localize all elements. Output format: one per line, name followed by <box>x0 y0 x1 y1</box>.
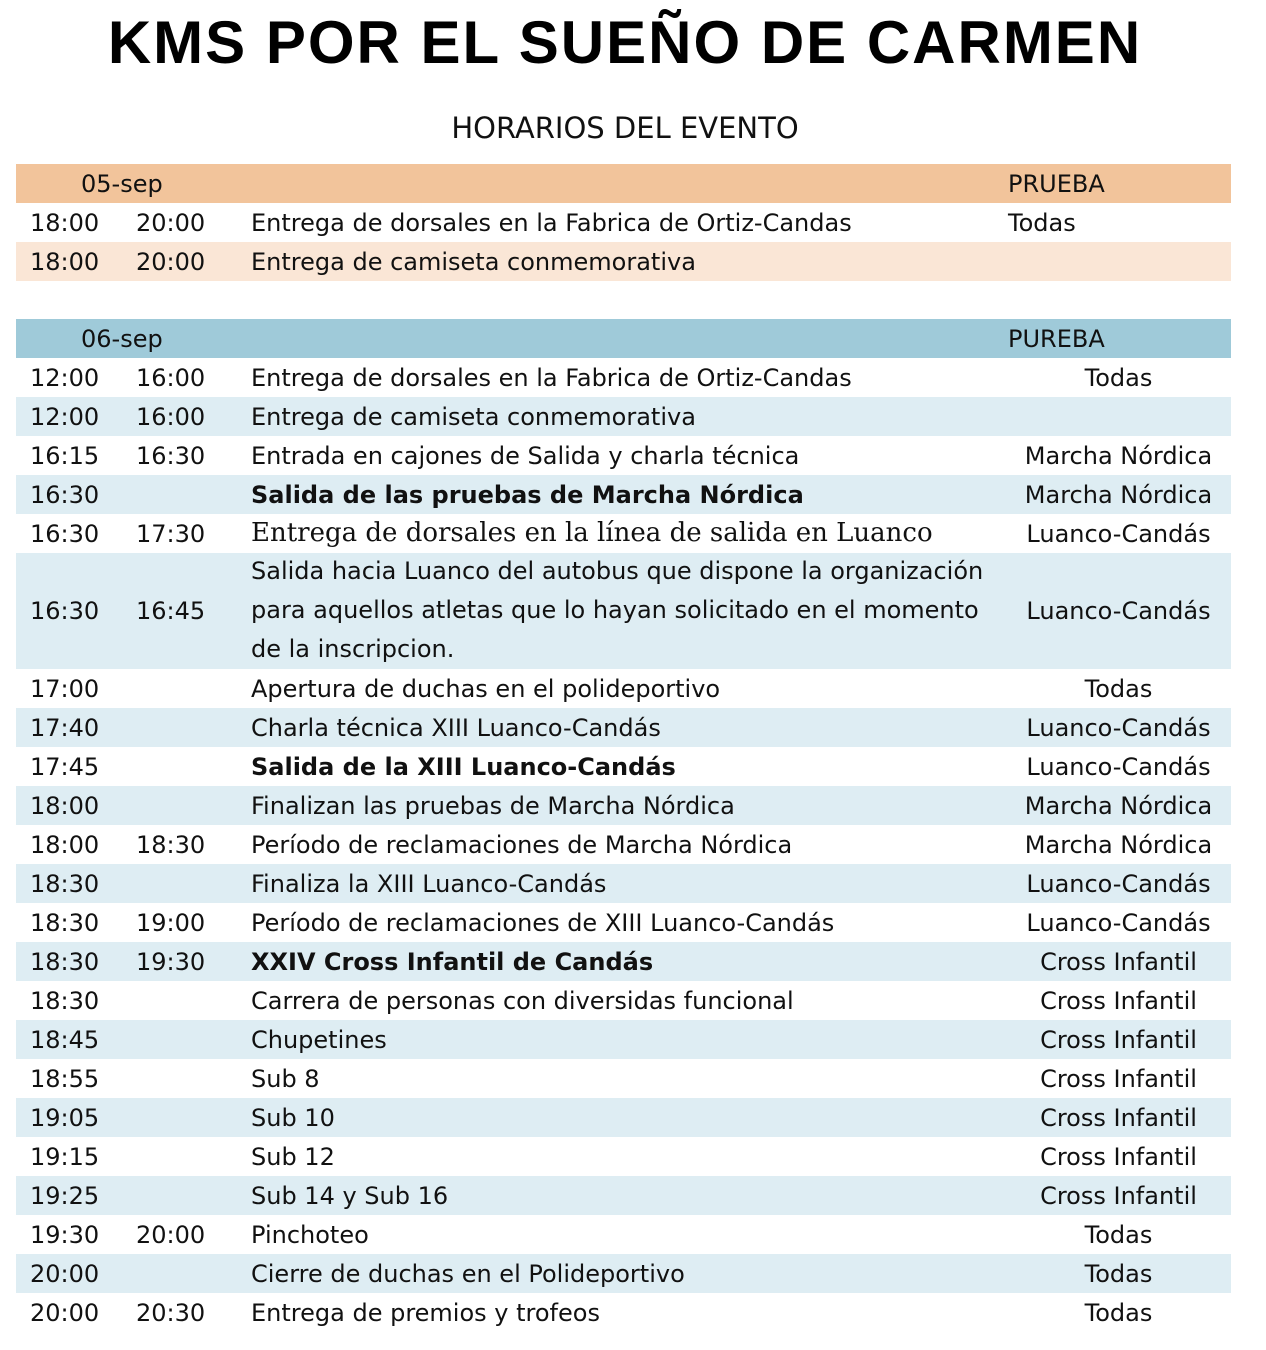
table-row <box>16 1020 1231 1059</box>
table-row <box>16 436 1231 475</box>
start-time: 16:15 <box>30 442 100 470</box>
start-time: 16:30 <box>30 520 100 548</box>
prueba: Luanco-Candás <box>1026 909 1211 937</box>
day-date: 05-sep <box>81 170 163 198</box>
end-time: 19:30 <box>136 948 206 976</box>
prueba: Cross Infantil <box>1040 987 1197 1015</box>
page-title: KMS POR EL SUEÑO DE CARMEN <box>107 9 1143 76</box>
activity: Entrega de camiseta conmemorativa <box>251 403 696 431</box>
prueba: Todas <box>1084 1299 1153 1327</box>
prueba-header: PUREBA <box>1008 325 1105 353</box>
day-date: 06-sep <box>81 325 163 353</box>
table-row <box>16 358 1231 397</box>
start-time: 18:00 <box>30 209 100 237</box>
activity: Charla técnica XIII Luanco-Candás <box>251 714 661 742</box>
activity: XXIV Cross Infantil de Candás <box>251 948 654 976</box>
prueba: Cross Infantil <box>1040 1026 1197 1054</box>
prueba: Luanco-Candás <box>1026 714 1211 742</box>
end-time: 17:30 <box>136 520 206 548</box>
activity-line: de la inscripcion. <box>251 635 455 663</box>
end-time: 16:00 <box>136 364 206 392</box>
prueba: Luanco-Candás <box>1026 597 1211 625</box>
activity: Finaliza la XIII Luanco-Candás <box>251 870 607 898</box>
prueba: Todas <box>1084 1260 1153 1288</box>
activity: Entrada en cajones de Salida y charla técnica <box>251 442 800 470</box>
day-section-06-sep <box>16 319 1231 1332</box>
activity: Sub 12 <box>251 1143 335 1171</box>
start-time: 17:45 <box>30 753 100 781</box>
start-time: 18:00 <box>30 792 100 820</box>
activity: Entrega de dorsales en la línea de salida en Luanco <box>251 518 933 548</box>
activity: Entrega de dorsales en la Fabrica de Ortiz-Candas <box>251 209 852 237</box>
activity: Cierre de duchas en el Polideportivo <box>251 1260 685 1288</box>
start-time: 19:30 <box>30 1221 100 1249</box>
prueba: Cross Infantil <box>1040 1182 1197 1210</box>
end-time: 16:30 <box>136 442 206 470</box>
start-time: 18:30 <box>30 948 100 976</box>
start-time: 18:00 <box>30 831 100 859</box>
prueba: Luanco-Candás <box>1026 870 1211 898</box>
activity: Salida de la XIII Luanco-Candás <box>251 753 676 781</box>
activity: Sub 8 <box>251 1065 320 1093</box>
prueba: Todas <box>1084 675 1153 703</box>
day-section-05-sep <box>16 164 1231 281</box>
table-row <box>16 786 1231 825</box>
start-time: 12:00 <box>30 364 100 392</box>
start-time: 18:30 <box>30 987 100 1015</box>
table-row <box>16 1137 1231 1176</box>
start-time: 18:55 <box>30 1065 100 1093</box>
start-time: 20:00 <box>30 1260 100 1288</box>
table-row <box>16 514 1231 553</box>
table-row <box>16 864 1231 903</box>
end-time: 16:00 <box>136 403 206 431</box>
table-row <box>16 669 1231 708</box>
start-time: 16:30 <box>30 481 100 509</box>
activity: Pinchoteo <box>251 1221 369 1249</box>
start-time: 17:00 <box>30 675 100 703</box>
prueba: Cross Infantil <box>1040 1104 1197 1132</box>
activity-line: Salida hacia Luanco del autobus que dispone la organización <box>251 557 984 585</box>
table-row <box>16 981 1231 1020</box>
end-time: 20:30 <box>136 1299 206 1327</box>
start-time: 20:00 <box>30 1299 100 1327</box>
table-row <box>16 747 1231 786</box>
prueba: Marcha Nórdica <box>1024 481 1213 509</box>
end-time: 19:00 <box>136 909 206 937</box>
prueba-header: PRUEBA <box>1008 170 1105 198</box>
table-row <box>16 1293 1231 1332</box>
prueba: Todas <box>1084 1221 1153 1249</box>
start-time: 18:00 <box>30 248 100 276</box>
start-time: 18:30 <box>30 909 100 937</box>
prueba: Marcha Nórdica <box>1024 831 1213 859</box>
activity-line: para aquellos atletas que lo hayan solicitado en el momento <box>251 596 979 624</box>
activity: Período de reclamaciones de Marcha Nórdica <box>251 831 793 859</box>
table-row <box>16 242 1231 281</box>
start-time: 19:25 <box>30 1182 100 1210</box>
start-time: 12:00 <box>30 403 100 431</box>
activity: Sub 10 <box>251 1104 335 1132</box>
prueba: Cross Infantil <box>1040 1065 1197 1093</box>
table-row <box>16 397 1231 436</box>
table-row <box>16 1098 1231 1137</box>
activity: Finalizan las pruebas de Marcha Nórdica <box>251 792 735 820</box>
table-row <box>16 1059 1231 1098</box>
start-time: 17:40 <box>30 714 100 742</box>
prueba: Cross Infantil <box>1040 1143 1197 1171</box>
table-row <box>16 203 1231 242</box>
prueba: Marcha Nórdica <box>1024 442 1213 470</box>
table-row <box>16 1254 1231 1293</box>
activity: Salida de las pruebas de Marcha Nórdica <box>251 481 804 509</box>
page-subtitle: HORARIOS DEL EVENTO <box>451 111 799 145</box>
table-row <box>16 1176 1231 1215</box>
start-time: 19:15 <box>30 1143 100 1171</box>
prueba: Todas <box>1084 364 1153 392</box>
table-row <box>16 475 1231 514</box>
end-time: 20:00 <box>136 209 206 237</box>
prueba: Cross Infantil <box>1040 948 1197 976</box>
day-header <box>16 164 1231 203</box>
table-row <box>16 1215 1231 1254</box>
start-time: 18:45 <box>30 1026 100 1054</box>
activity: Sub 14 y Sub 16 <box>251 1182 449 1210</box>
table-row <box>16 825 1231 864</box>
activity: Entrega de premios y trofeos <box>251 1299 600 1327</box>
start-time: 16:30 <box>30 597 100 625</box>
day-header <box>16 319 1231 358</box>
prueba: Todas <box>1008 209 1076 237</box>
prueba: Luanco-Candás <box>1026 520 1211 548</box>
activity: Chupetines <box>251 1026 387 1054</box>
end-time: 16:45 <box>136 597 206 625</box>
table-row <box>16 942 1231 981</box>
activity: Apertura de duchas en el polideportivo <box>251 675 721 703</box>
prueba: Luanco-Candás <box>1026 753 1211 781</box>
prueba: Marcha Nórdica <box>1024 792 1213 820</box>
end-time: 18:30 <box>136 831 206 859</box>
activity: Entrega de dorsales en la Fabrica de Ortiz-Candas <box>251 364 852 392</box>
activity: Período de reclamaciones de XIII Luanco-Candás <box>251 909 835 937</box>
end-time: 20:00 <box>136 1221 206 1249</box>
end-time: 20:00 <box>136 248 206 276</box>
start-time: 19:05 <box>30 1104 100 1132</box>
activity: Entrega de camiseta conmemorativa <box>251 248 696 276</box>
table-row <box>16 903 1231 942</box>
table-row <box>16 553 1231 669</box>
start-time: 18:30 <box>30 870 100 898</box>
activity: Carrera de personas con diversidas funcional <box>251 987 794 1015</box>
table-row <box>16 708 1231 747</box>
